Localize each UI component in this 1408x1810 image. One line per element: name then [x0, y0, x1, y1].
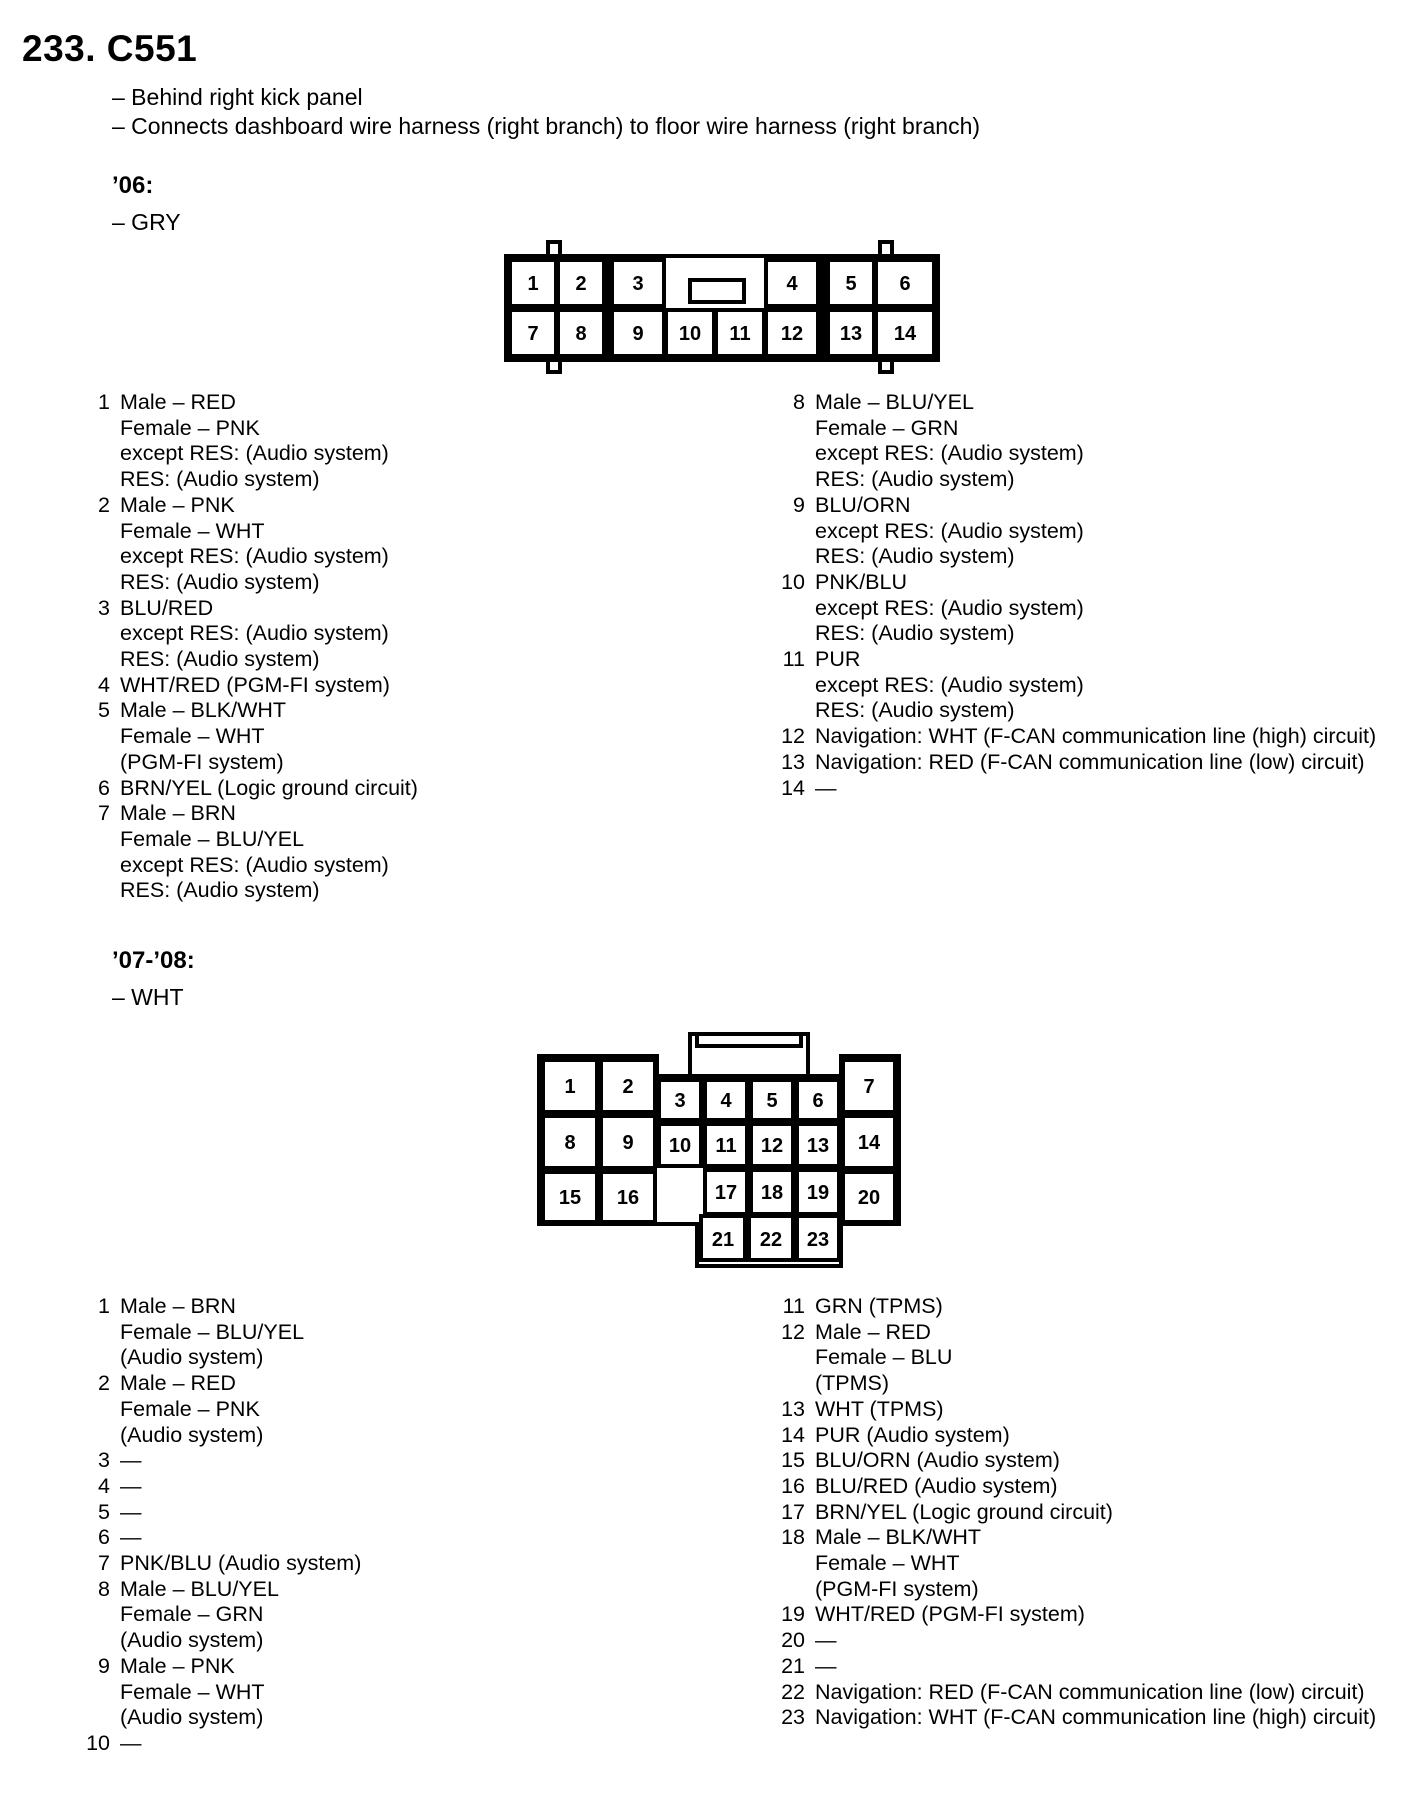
- pin-number: 12: [781, 724, 805, 749]
- pin-description-line: Female – PNK: [120, 415, 260, 440]
- pin-number: 18: [781, 1525, 805, 1550]
- pin-number: 3: [98, 1448, 110, 1473]
- pin-number: 13: [781, 749, 805, 774]
- cavity-label: 7: [527, 323, 539, 345]
- pin-number: 5: [98, 698, 110, 723]
- cavity-label: 6: [812, 1090, 824, 1112]
- pin-description-line: —: [120, 1473, 142, 1498]
- pin-number: 4: [98, 1473, 110, 1498]
- pin-number: 15: [781, 1448, 805, 1473]
- pin-entry: [771, 1423, 1376, 1449]
- pin-number: 6: [98, 1525, 110, 1550]
- location-note: – Behind right kick panel: [112, 84, 363, 110]
- pin-description-line: (Audio system): [120, 1628, 264, 1653]
- pin-entry: [76, 1448, 361, 1474]
- cavity-label: 21: [711, 1229, 735, 1251]
- pin-description-line: Female – WHT: [120, 724, 265, 749]
- pin-number: 7: [98, 801, 110, 826]
- pin-entry: [76, 1474, 361, 1500]
- cavity-label: 12: [780, 323, 804, 345]
- pin-description-line: BRN/YEL (Logic ground circuit): [815, 1499, 1113, 1524]
- cavity-label: 4: [720, 1090, 732, 1112]
- pin-description-line: (Audio system): [120, 1422, 264, 1447]
- pin-entry: [771, 1294, 1376, 1320]
- pin-entry: [771, 390, 1376, 493]
- pin-description-line: BLU/ORN: [815, 492, 911, 517]
- pin-entry: [771, 1525, 1376, 1602]
- pin-number: 8: [793, 390, 805, 414]
- connector-diagram-06: [500, 238, 950, 378]
- pin-entry: [771, 750, 1376, 776]
- pin-entry: [771, 493, 1376, 570]
- pin-description-line: PNK/BLU (Audio system): [120, 1551, 362, 1576]
- pin-number: 10: [781, 569, 805, 594]
- pin-description-line: except RES: (Audio system): [120, 621, 389, 646]
- connector-diagram-07-08: [535, 1030, 905, 1270]
- pin-description-line: RES: (Audio system): [120, 467, 320, 492]
- pin-number: 7: [98, 1551, 110, 1576]
- cavity-label: 18: [760, 1182, 784, 1204]
- pin-description-line: Navigation: RED (F-CAN communication line (low) circuit): [815, 1679, 1365, 1704]
- pin-description-line: Female – BLU: [815, 1345, 953, 1370]
- pin-description-line: —: [815, 1628, 837, 1653]
- pin-entry: [76, 1294, 361, 1371]
- pin-description-line: Male – BRN: [120, 1294, 236, 1318]
- pin-number: 5: [98, 1499, 110, 1524]
- cavity-label: 2: [575, 273, 587, 295]
- pin-number: 2: [98, 1371, 110, 1396]
- pin-description-line: PUR (Audio system): [815, 1422, 1010, 1447]
- pin-description-line: RES: (Audio system): [815, 621, 1015, 646]
- pin-entry: [76, 1500, 361, 1526]
- pin-description-line: except RES: (Audio system): [815, 672, 1084, 697]
- cavity-label: 8: [564, 1132, 576, 1154]
- pin-description-line: Female – GRN: [815, 415, 959, 440]
- pin-description-line: Navigation: WHT (F-CAN communication line (high) circuit): [815, 724, 1377, 749]
- cavity-label: 6: [899, 273, 911, 295]
- pin-description-line: —: [120, 1499, 142, 1524]
- pin-entry: [771, 1500, 1376, 1526]
- pin-number: 3: [98, 595, 110, 620]
- pin-number: 17: [781, 1499, 805, 1524]
- pin-description-line: —: [815, 1653, 837, 1678]
- connection-note: – Connects dashboard wire harness (right branch) to floor wire harness (right branch): [112, 113, 981, 139]
- pin-description-line: WHT/RED (PGM-FI system): [120, 672, 390, 697]
- pin-description-line: Male – BLK/WHT: [120, 698, 287, 723]
- pin-list-07-08-right: [771, 1294, 1376, 1731]
- pin-description-line: —: [120, 1730, 142, 1755]
- pin-description-line: —: [120, 1448, 142, 1473]
- pin-description-line: (PGM-FI system): [120, 749, 284, 774]
- pin-description-line: BRN/YEL (Logic ground circuit): [120, 775, 418, 800]
- cavity-label: 1: [527, 273, 539, 295]
- pin-number: 10: [86, 1730, 110, 1755]
- cavity-label: 1: [564, 1076, 576, 1098]
- pin-entry: [76, 776, 418, 802]
- cavity-label: 17: [714, 1182, 738, 1204]
- pin-description-line: except RES: (Audio system): [815, 518, 1084, 543]
- pin-entry: [771, 724, 1376, 750]
- pin-entry: [771, 1320, 1376, 1397]
- pin-description-line: GRN (TPMS): [815, 1294, 943, 1318]
- pin-number: 11: [782, 1294, 805, 1318]
- pin-description-line: Female – BLU/YEL: [120, 1319, 305, 1344]
- pin-entry: [76, 673, 418, 699]
- pin-description-line: Male – BLU/YEL: [120, 1576, 279, 1601]
- pin-entry: [76, 493, 418, 596]
- pin-description-line: RES: (Audio system): [815, 698, 1015, 723]
- pin-description-line: Female – WHT: [120, 518, 265, 543]
- connector-color-07-08: – WHT: [112, 984, 184, 1010]
- pin-description-line: except RES: (Audio system): [120, 544, 389, 569]
- cavity-label: 14: [857, 1132, 881, 1154]
- pin-number: 9: [793, 492, 805, 517]
- cavity-label: 11: [715, 1135, 737, 1157]
- pin-number: 13: [781, 1396, 805, 1421]
- cavity-label: 11: [729, 323, 751, 345]
- cavity-label: 8: [575, 323, 587, 345]
- pin-description-line: RES: (Audio system): [815, 467, 1015, 492]
- pin-entry: [771, 1602, 1376, 1628]
- pin-description-line: (PGM-FI system): [815, 1576, 979, 1601]
- pin-description-line: Navigation: WHT (F-CAN communication line (high) circuit): [815, 1705, 1377, 1730]
- pin-description-line: Male – PNK: [120, 492, 235, 517]
- cavity-label: 23: [806, 1229, 830, 1251]
- cavity-label: 3: [674, 1090, 686, 1112]
- cavity-label: 16: [616, 1187, 640, 1209]
- pin-description-line: —: [815, 775, 837, 800]
- pin-number: 21: [781, 1653, 805, 1678]
- year-heading-06: ’06:: [112, 172, 154, 199]
- cavity-label: 2: [622, 1076, 634, 1098]
- pin-description-line: Female – BLU/YEL: [120, 826, 305, 851]
- pin-number: 16: [781, 1473, 805, 1498]
- pin-entry: [771, 647, 1376, 724]
- pin-number: 19: [781, 1602, 805, 1627]
- pin-description-line: except RES: (Audio system): [120, 441, 389, 466]
- pin-number: 1: [98, 390, 110, 414]
- pin-number: 22: [781, 1679, 805, 1704]
- cavity-label: 19: [806, 1182, 830, 1204]
- pin-entry: [76, 390, 418, 493]
- pin-number: 20: [781, 1628, 805, 1653]
- pin-entry: [76, 801, 418, 904]
- pin-number: 4: [98, 672, 110, 697]
- pin-description-line: Male – BLU/YEL: [815, 390, 974, 414]
- cavity-label: 9: [622, 1132, 634, 1154]
- pin-description-line: —: [120, 1525, 142, 1550]
- pin-description-line: Male – RED: [120, 390, 236, 414]
- pin-description-line: BLU/RED (Audio system): [815, 1473, 1058, 1498]
- pin-entry: [771, 1448, 1376, 1474]
- pin-description-line: Male – BRN: [120, 801, 236, 826]
- pin-list-06-left: [76, 390, 418, 904]
- pin-description-line: PUR: [815, 647, 861, 672]
- pin-list-06-right: [771, 390, 1376, 801]
- pin-list-07-08-left: [76, 1294, 361, 1757]
- pin-entry: [771, 1628, 1376, 1654]
- pin-description-line: Female – GRN: [120, 1602, 264, 1627]
- pin-description-line: RES: (Audio system): [120, 569, 320, 594]
- pin-entry: [771, 1397, 1376, 1423]
- pin-entry: [76, 1525, 361, 1551]
- pin-entry: [76, 1654, 361, 1731]
- cavity-label: 14: [893, 323, 917, 345]
- cavity-label: 5: [845, 273, 857, 295]
- cavity-label: 13: [806, 1135, 830, 1157]
- pin-description-line: Female – WHT: [120, 1679, 265, 1704]
- pin-entry: [771, 1680, 1376, 1706]
- pin-description-line: Male – RED: [815, 1319, 931, 1344]
- cavity-label: 13: [839, 323, 863, 345]
- pin-description-line: BLU/RED: [120, 595, 214, 620]
- cavity-label: 3: [632, 273, 644, 295]
- pin-number: 8: [98, 1576, 110, 1601]
- cavity-label: 5: [766, 1090, 778, 1112]
- pin-number: 11: [782, 647, 805, 672]
- pin-number: 1: [98, 1294, 110, 1318]
- pin-description-line: Male – BLK/WHT: [815, 1525, 982, 1550]
- pin-entry: [76, 1551, 361, 1577]
- pin-description-line: Female – WHT: [815, 1551, 960, 1576]
- pin-description-line: Female – PNK: [120, 1396, 260, 1421]
- pin-description-line: WHT (TPMS): [815, 1396, 944, 1421]
- pin-entry: [771, 1705, 1376, 1731]
- cavity-label: 22: [759, 1229, 783, 1251]
- pin-number: 14: [781, 775, 805, 800]
- pin-number: 12: [781, 1319, 805, 1344]
- pin-description-line: (Audio system): [120, 1345, 264, 1370]
- pin-description-line: PNK/BLU: [815, 569, 908, 594]
- pin-description-line: RES: (Audio system): [815, 544, 1015, 569]
- pin-entry: [771, 1654, 1376, 1680]
- pin-description-line: Navigation: RED (F-CAN communication line (low) circuit): [815, 749, 1365, 774]
- pin-entry: [771, 776, 1376, 802]
- pin-description-line: Male – RED: [120, 1371, 236, 1396]
- pin-entry: [76, 1577, 361, 1654]
- pin-description-line: Male – PNK: [120, 1653, 235, 1678]
- pin-description-line: BLU/ORN (Audio system): [815, 1448, 1060, 1473]
- cavity-label: 4: [786, 273, 798, 295]
- pin-description-line: WHT/RED (PGM-FI system): [815, 1602, 1085, 1627]
- pin-entry: [76, 698, 418, 775]
- cavity-label: 15: [558, 1187, 582, 1209]
- year-heading-07-08: ’07-’08:: [112, 947, 195, 974]
- pin-entry: [76, 1731, 361, 1757]
- pin-number: 6: [98, 775, 110, 800]
- pin-entry: [771, 570, 1376, 647]
- pin-description-line: RES: (Audio system): [120, 647, 320, 672]
- pin-entry: [76, 596, 418, 673]
- cavity-label: 9: [632, 323, 644, 345]
- pin-number: 23: [781, 1705, 805, 1730]
- pin-entry: [771, 1474, 1376, 1500]
- pin-entry: [76, 1371, 361, 1448]
- pin-number: 14: [781, 1422, 805, 1447]
- cavity-label: 12: [760, 1135, 784, 1157]
- cavity-label: 10: [678, 323, 702, 345]
- pin-description-line: (TPMS): [815, 1371, 890, 1396]
- pin-description-line: except RES: (Audio system): [120, 852, 389, 877]
- pin-description-line: RES: (Audio system): [120, 878, 320, 903]
- connector-color-06: – GRY: [112, 209, 181, 235]
- page-title: 233. C551: [22, 28, 198, 69]
- pin-number: 2: [98, 492, 110, 517]
- cavity-label: 7: [863, 1076, 875, 1098]
- pin-number: 9: [98, 1653, 110, 1678]
- pin-description-line: (Audio system): [120, 1705, 264, 1730]
- cavity-label: 20: [857, 1187, 881, 1209]
- pin-description-line: except RES: (Audio system): [815, 595, 1084, 620]
- pin-description-line: except RES: (Audio system): [815, 441, 1084, 466]
- cavity-label: 10: [668, 1135, 692, 1157]
